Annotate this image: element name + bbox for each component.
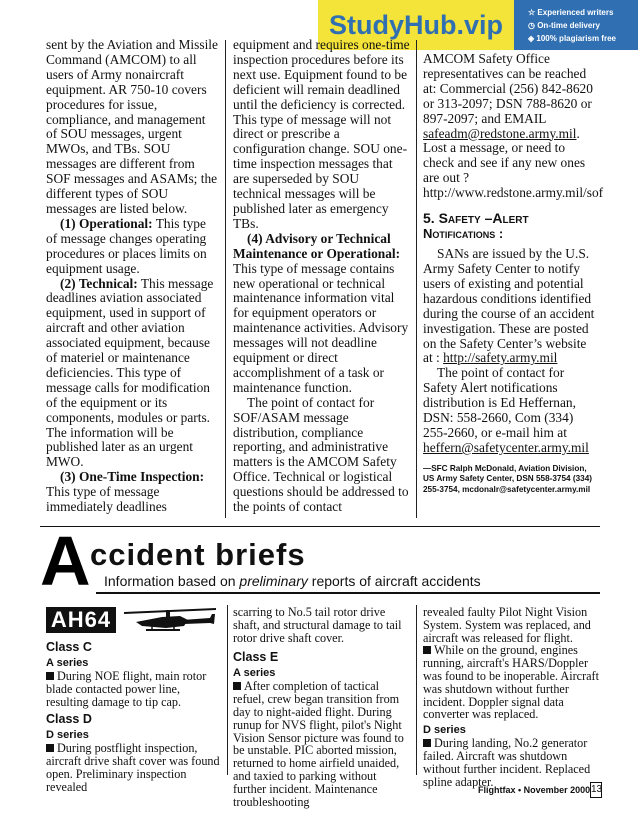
aircraft-label: AH64 [46, 607, 116, 633]
banner-underline [96, 592, 600, 594]
series-heading: A series [233, 667, 276, 680]
bullet-square-icon [423, 646, 431, 654]
brief-entry: During landing, No.2 generator failed. Aircraft was shutdown without further incident. Replaced spline adapter. [423, 736, 591, 789]
brief-entry: scarring to No.5 tail rotor drive shaft, and structural damage to tail rotor drive shaft cover. [233, 605, 402, 645]
column-divider [227, 605, 228, 775]
watermark-feature: ◈ 100% plagiarism free [528, 34, 616, 43]
paragraph: (1) Operational: This type of message changes operating procedures or places limits on equipment usage. [46, 215, 207, 276]
email-link[interactable]: safeadm@redstone.army.mil [423, 125, 577, 141]
title-initial: A [40, 522, 91, 600]
article-column-2 [233, 38, 410, 515]
shield-icon: ◈ [528, 34, 537, 43]
series-heading: D series [46, 729, 89, 742]
paragraph: The point of contact for SOF/ASAM message distribution, compliance reporting, and administrative matters is the AMCOM Safety Office. Technical or logistical questions should be addressed to the points of contact [233, 394, 409, 515]
brief-entry: During NOE flight, main rotor blade contacted power line, resulting damage to tip cap. [46, 669, 207, 709]
paragraph: The point of contact for Safety Alert notifications distribution is Ed Heffernan, DSN: 558-2660, Com (334) 255-2660, or e-mail him at heffern@safetycenter.army.mil [423, 365, 589, 455]
article-column-1 [46, 38, 218, 515]
email-link[interactable]: heffern@safetycenter.army.mil [423, 439, 589, 455]
website-link[interactable]: http://safety.army.mil [443, 350, 558, 366]
column-divider [225, 40, 226, 518]
helicopter-icon [122, 604, 218, 636]
series-heading: D series [423, 724, 466, 737]
page-number: 13 [590, 782, 602, 798]
brief-column-3 [423, 606, 599, 788]
brief-column-1 [46, 640, 222, 794]
page-footer: Flightfax • November 2000 [478, 785, 591, 795]
paragraph: equipment and requires one-time inspection procedures before its next use. Equipment found to be deficient will remain deadlined until the deficiency is corrected. This type of message will not direct or prescribe a configuration change. SOU one-time inspection messages that are superseded by SOU technical messages will be published later as emergency TBs. [233, 37, 410, 231]
column-divider [416, 40, 417, 518]
section-subtitle: Information based on preliminary reports of aircraft accidents [104, 573, 481, 589]
banner-rule [40, 526, 600, 527]
section-heading: 5. Safety –Alert Notifications : [423, 210, 529, 242]
paragraph: sent by the Aviation and Missile Command (AMCOM) to all users of Army nonaircraft equipment. AR 750-10 covers procedures for issue, compliance, and management of SOU messages, urgent MWOs, and TBs. SOU messages are different from SOF messages and ASAMs; the different types of SOU messages are listed below. [46, 37, 218, 216]
bullet-square-icon [46, 672, 54, 680]
column-divider [416, 605, 417, 775]
paragraph: (2) Technical: This message deadlines aviation associated equipment, used in support of aircraft and other aviation associated equipment, because of materiel or maintenance deficiencies. This type of message calls for modification of the equipment or its components, modules or parts. The information will be published later as an urgent MWO. [46, 275, 214, 470]
brief-entry: After completion of tactical refuel, crew began transition from day to night-aided flight. During runup for NVS flight, pilot's Night Vision Sensor picture was found to be unstable. PIC aborted mission, returned to home airfield unaided, and taxied to parking without further incident. Maintenance troubleshooting [233, 679, 404, 809]
class-heading: Class E [233, 650, 279, 665]
watermark-feature: ☆ Experienced writers [528, 8, 614, 17]
series-heading: A series [46, 657, 89, 669]
bullet-square-icon [46, 744, 54, 752]
watermark-features [528, 6, 616, 45]
bullet-square-icon [423, 739, 431, 747]
class-heading: Class C [46, 640, 92, 654]
paragraph: SANs are issued by the U.S. Army Safety Center to notify users of existing and potential hazardous conditions identified during the course of an accident investigation. These are posted on the Safety Center’s website at : http://safety.army.mil [423, 246, 595, 366]
paragraph: (3) One-Time Inspection: This type of message immediately deadlines [46, 469, 205, 515]
star-icon: ☆ [528, 8, 538, 17]
bullet-square-icon [233, 682, 241, 690]
brief-entry: revealed faulty Pilot Night Vision System. System was replaced, and aircraft was released for flight. [423, 605, 591, 645]
class-heading: Class D [46, 712, 92, 727]
brief-column-2 [233, 606, 411, 808]
paragraph: AMCOM Safety Office representatives can be reached at: Commercial (256) 842-8620 or 313-2097; DSN 788-8620 or 897-2097; and EMAIL safeadm@redstone.army.mil. Lost a message, or need to check and see if any new ones are out ? http://www.redstone.army.mil/sof [423, 51, 604, 201]
watermark-feature: ◷ On-time delivery [528, 21, 600, 30]
brief-entry: While on the ground, engines running, aircraft's HARS/Doppler was found to be inoperable. Aircraft was shutdown without further incident. Doppler signal data converter was replaced. [423, 643, 599, 722]
brief-entry: During postflight inspection, aircraft drive shaft cover was found open. Preliminary inspection revealed [46, 741, 220, 794]
watermark-logo: StudyHub.vip [318, 0, 514, 50]
paragraph: (4) Advisory or Technical Maintenance or Operational: This type of message contains new operational or technical maintenance information vital for equipment operators or maintenance activities. Advisory messages will not deadline equipment or direct accomplishment of a task or maintenance function. [233, 230, 409, 395]
clock-icon: ◷ [528, 21, 538, 30]
section-title: ccident briefs [90, 537, 306, 572]
author-credit: —SFC Ralph McDonald, Aviation Division, US Army Safety Center, DSN 558-3754 (334) 255-3754, mcdonalr@safetycenter.army.mil [423, 463, 592, 494]
article-column-3 [423, 51, 604, 495]
